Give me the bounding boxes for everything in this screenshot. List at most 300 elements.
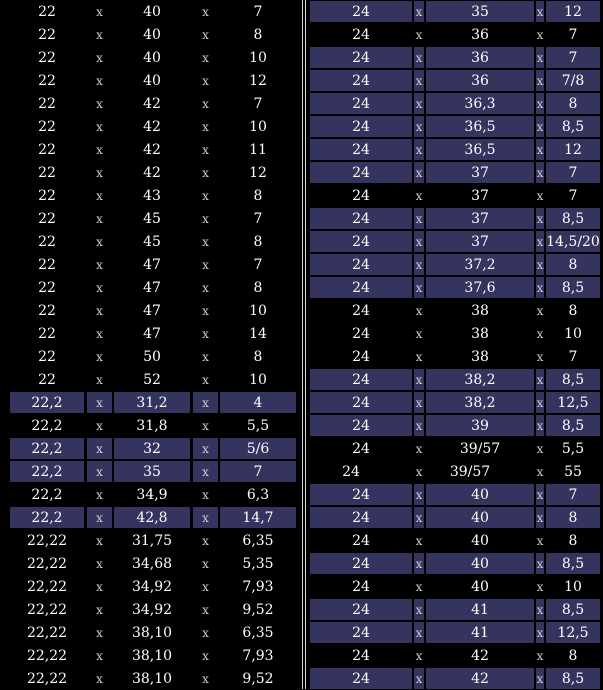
inner-diameter-cell: 24 [352, 325, 370, 342]
separator-x: x [202, 119, 209, 134]
separator-x: x [193, 438, 218, 459]
separator-x: x [536, 27, 544, 42]
outer-diameter-cell: 40 [426, 507, 534, 528]
table-row [310, 0, 600, 23]
thickness-cell: 8,5 [546, 277, 600, 298]
separator-x: x [536, 303, 544, 318]
thickness-cell: 7 [253, 256, 263, 273]
inner-diameter-cell: 24 [310, 162, 412, 183]
separator-x: x [414, 622, 424, 643]
outer-diameter-cell: 40 [143, 72, 161, 89]
separator-x: x [202, 73, 209, 88]
outer-diameter-cell: 38,10 [131, 647, 173, 664]
outer-diameter-cell: 52 [143, 371, 161, 388]
table-row [310, 207, 600, 230]
outer-diameter-cell: 42 [471, 647, 489, 664]
thickness-cell: 14,5/20 [546, 231, 600, 252]
outer-diameter-cell: 42,8 [114, 507, 190, 528]
inner-diameter-cell: 22 [38, 95, 56, 112]
separator-x: x [536, 277, 544, 298]
separator-x: x [414, 254, 424, 275]
separator-x: x [536, 326, 544, 341]
table-row [310, 253, 600, 276]
thickness-cell: 10 [249, 49, 267, 66]
separator-x: x [87, 392, 112, 413]
separator-x: x [96, 372, 103, 387]
separator-x: x [202, 211, 209, 226]
outer-diameter-cell: 35 [426, 1, 534, 22]
table-row [310, 460, 600, 483]
table-row [310, 299, 600, 322]
outer-diameter-cell: 38 [471, 302, 489, 319]
thickness-cell: 5,5 [561, 440, 585, 457]
thickness-cell: 7 [253, 95, 263, 112]
outer-diameter-cell: 36 [426, 47, 534, 68]
separator-x: x [536, 599, 544, 620]
right-dimension-table [310, 0, 600, 690]
table-row [310, 414, 600, 437]
table-row [8, 575, 298, 598]
table-row [8, 69, 298, 92]
table-row [8, 161, 298, 184]
thickness-cell: 7 [568, 26, 578, 43]
inner-diameter-cell: 22,2 [10, 461, 84, 482]
table-row [310, 161, 600, 184]
table-row [8, 138, 298, 161]
outer-diameter-cell: 36 [471, 26, 489, 43]
outer-diameter-cell: 37,2 [426, 254, 534, 275]
thickness-cell: 12 [249, 164, 267, 181]
separator-x: x [536, 93, 544, 114]
outer-diameter-cell: 40 [143, 3, 161, 20]
thickness-cell: 5/6 [220, 438, 296, 459]
outer-diameter-cell: 41 [426, 622, 534, 643]
separator-x: x [202, 165, 209, 180]
table-row [310, 92, 600, 115]
outer-diameter-cell: 42 [143, 95, 161, 112]
table-row [8, 483, 298, 506]
inner-diameter-cell: 22 [38, 371, 56, 388]
separator-x: x [96, 73, 103, 88]
outer-diameter-cell: 34,92 [131, 578, 173, 595]
inner-diameter-cell: 24 [352, 348, 370, 365]
inner-diameter-cell: 24 [352, 26, 370, 43]
inner-diameter-cell: 24 [310, 139, 412, 160]
separator-x: x [536, 415, 544, 436]
separator-x: x [96, 27, 103, 42]
outer-diameter-cell: 39 [426, 415, 534, 436]
inner-diameter-cell: 22 [38, 325, 56, 342]
separator-x: x [193, 392, 218, 413]
separator-x: x [414, 484, 424, 505]
thickness-cell: 8,5 [546, 668, 600, 689]
outer-diameter-cell: 42 [143, 164, 161, 181]
outer-diameter-cell: 42 [426, 668, 534, 689]
table-row [8, 391, 298, 414]
outer-diameter-cell: 32 [114, 438, 190, 459]
thickness-cell: 8,5 [546, 116, 600, 137]
separator-x: x [202, 50, 209, 65]
inner-diameter-cell: 22,2 [31, 417, 63, 434]
outer-diameter-cell: 37,6 [426, 277, 534, 298]
outer-diameter-cell: 34,68 [131, 555, 173, 572]
outer-diameter-cell: 43 [143, 187, 161, 204]
separator-x: x [202, 27, 209, 42]
table-row [8, 460, 298, 483]
table-row [310, 667, 600, 690]
inner-diameter-cell: 22 [38, 233, 56, 250]
inner-diameter-cell: 24 [352, 647, 370, 664]
thickness-cell: 12,5 [546, 392, 600, 413]
inner-diameter-cell: 22,2 [10, 507, 84, 528]
separator-x: x [96, 326, 103, 341]
thickness-cell: 8,5 [546, 208, 600, 229]
outer-diameter-cell: 31,75 [131, 532, 173, 549]
inner-diameter-cell: 22,22 [26, 532, 68, 549]
separator-x: x [536, 208, 544, 229]
table-row [8, 253, 298, 276]
separator-x: x [414, 392, 424, 413]
separator-x: x [414, 70, 424, 91]
separator-x: x [202, 487, 209, 502]
thickness-cell: 8 [568, 532, 578, 549]
outer-diameter-cell: 41 [426, 599, 534, 620]
table-row [8, 621, 298, 644]
table-row [8, 667, 298, 690]
thickness-cell: 8 [253, 233, 263, 250]
inner-diameter-cell: 22 [38, 279, 56, 296]
separator-x: x [87, 461, 112, 482]
separator-x: x [536, 254, 544, 275]
thickness-cell: 7,93 [242, 578, 274, 595]
separator-x: x [96, 556, 103, 571]
inner-diameter-cell: 24 [310, 415, 412, 436]
separator-x: x [96, 96, 103, 111]
separator-x: x [202, 188, 209, 203]
outer-diameter-cell: 47 [143, 256, 161, 273]
inner-diameter-cell: 24 [310, 116, 412, 137]
separator-x: x [415, 27, 423, 42]
separator-x: x [96, 257, 103, 272]
separator-x: x [536, 553, 544, 574]
separator-x: x [415, 188, 423, 203]
outer-diameter-cell: 45 [143, 233, 161, 250]
inner-diameter-cell: 22 [38, 210, 56, 227]
inner-diameter-cell: 22 [38, 72, 56, 89]
thickness-cell: 7,93 [242, 647, 274, 664]
outer-diameter-cell: 40 [426, 553, 534, 574]
inner-diameter-cell: 24 [310, 254, 412, 275]
separator-x: x [96, 602, 103, 617]
inner-diameter-cell: 22,2 [10, 392, 84, 413]
thickness-cell: 8 [253, 348, 263, 365]
inner-diameter-cell: 24 [310, 277, 412, 298]
separator-x: x [202, 556, 209, 571]
thickness-cell: 9,52 [242, 670, 274, 687]
table-row [8, 115, 298, 138]
thickness-cell: 7 [253, 210, 263, 227]
thickness-cell: 7 [568, 348, 578, 365]
thickness-cell: 5,5 [246, 417, 270, 434]
table-row [310, 552, 600, 575]
thickness-cell: 14,7 [220, 507, 296, 528]
separator-x: x [536, 441, 544, 456]
separator-x: x [536, 369, 544, 390]
outer-diameter-cell: 36,5 [426, 139, 534, 160]
table-row [310, 345, 600, 368]
separator-x: x [415, 349, 423, 364]
thickness-cell: 7/8 [546, 70, 600, 91]
inner-diameter-cell: 24 [310, 484, 412, 505]
thickness-cell: 8,5 [546, 369, 600, 390]
outer-diameter-cell: 40 [143, 26, 161, 43]
thickness-cell: 10 [249, 302, 267, 319]
thickness-cell: 11 [249, 141, 267, 158]
inner-diameter-cell: 24 [310, 208, 412, 229]
table-row [310, 69, 600, 92]
separator-x: x [96, 625, 103, 640]
outer-diameter-cell: 35 [114, 461, 190, 482]
separator-x: x [415, 533, 423, 548]
separator-x: x [202, 4, 209, 19]
thickness-cell: 8 [568, 647, 578, 664]
table-row [8, 506, 298, 529]
separator-x: x [414, 599, 424, 620]
inner-diameter-cell: 24 [310, 507, 412, 528]
separator-x: x [536, 47, 544, 68]
separator-x: x [96, 648, 103, 663]
separator-x: x [202, 671, 209, 686]
separator-x: x [96, 234, 103, 249]
table-row [310, 230, 600, 253]
outer-diameter-cell: 37 [426, 162, 534, 183]
separator-x: x [96, 671, 103, 686]
inner-diameter-cell: 24 [310, 622, 412, 643]
outer-diameter-cell: 39/57 [449, 463, 491, 480]
separator-x: x [96, 579, 103, 594]
inner-diameter-cell: 22 [38, 3, 56, 20]
separator-x: x [96, 4, 103, 19]
table-row [310, 23, 600, 46]
separator-x: x [536, 188, 544, 203]
separator-x: x [536, 579, 544, 594]
thickness-cell: 10 [249, 371, 267, 388]
table-row [8, 437, 298, 460]
separator-x: x [96, 533, 103, 548]
thickness-cell: 8,5 [546, 599, 600, 620]
table-row [8, 207, 298, 230]
separator-x: x [202, 303, 209, 318]
separator-x: x [414, 162, 424, 183]
table-row [310, 368, 600, 391]
outer-diameter-cell: 40 [471, 532, 489, 549]
thickness-cell: 5,35 [242, 555, 274, 572]
table-row [310, 46, 600, 69]
inner-diameter-cell: 22 [38, 348, 56, 365]
table-row [8, 23, 298, 46]
table-row [8, 230, 298, 253]
separator-x: x [96, 349, 103, 364]
inner-diameter-cell: 22 [38, 187, 56, 204]
thickness-cell: 8 [253, 279, 263, 296]
thickness-cell: 55 [564, 463, 582, 480]
thickness-cell: 12 [249, 72, 267, 89]
thickness-cell: 8,5 [546, 553, 600, 574]
inner-diameter-cell: 22,2 [31, 486, 63, 503]
thickness-cell: 7 [568, 187, 578, 204]
outer-diameter-cell: 38 [471, 325, 489, 342]
separator-x: x [415, 303, 423, 318]
thickness-cell: 12,5 [546, 622, 600, 643]
separator-x: x [414, 47, 424, 68]
separator-x: x [536, 484, 544, 505]
inner-diameter-cell: 24 [310, 231, 412, 252]
inner-diameter-cell: 24 [352, 440, 370, 457]
thickness-cell: 8 [546, 507, 600, 528]
inner-diameter-cell: 22 [38, 141, 56, 158]
separator-x: x [414, 208, 424, 229]
thickness-cell: 14 [249, 325, 267, 342]
thickness-cell: 8 [253, 187, 263, 204]
outer-diameter-cell: 38,2 [426, 369, 534, 390]
separator-x: x [536, 533, 544, 548]
separator-x: x [202, 234, 209, 249]
inner-diameter-cell: 24 [310, 93, 412, 114]
thickness-cell: 7 [546, 484, 600, 505]
outer-diameter-cell: 38,2 [426, 392, 534, 413]
separator-x: x [414, 553, 424, 574]
table-row [8, 92, 298, 115]
thickness-cell: 10 [564, 325, 582, 342]
separator-x: x [536, 70, 544, 91]
separator-x: x [96, 303, 103, 318]
thickness-cell: 8 [568, 302, 578, 319]
separator-x: x [202, 579, 209, 594]
thickness-cell: 6,35 [242, 624, 274, 641]
thickness-cell: 9,52 [242, 601, 274, 618]
separator-x: x [96, 50, 103, 65]
separator-x: x [536, 392, 544, 413]
outer-diameter-cell: 42 [143, 118, 161, 135]
table-row [8, 184, 298, 207]
separator-x: x [96, 487, 103, 502]
separator-x: x [415, 441, 423, 456]
separator-x: x [415, 326, 423, 341]
table-row [310, 529, 600, 552]
separator-x: x [414, 668, 424, 689]
outer-diameter-cell: 36,3 [426, 93, 534, 114]
inner-diameter-cell: 22 [38, 164, 56, 181]
separator-x: x [202, 326, 209, 341]
inner-diameter-cell: 24 [352, 578, 370, 595]
separator-x: x [193, 507, 218, 528]
thickness-cell: 10 [249, 118, 267, 135]
thickness-cell: 7 [546, 162, 600, 183]
inner-diameter-cell: 24 [310, 369, 412, 390]
separator-x: x [202, 648, 209, 663]
outer-diameter-cell: 37 [426, 231, 534, 252]
separator-x: x [415, 464, 423, 479]
separator-x: x [96, 280, 103, 295]
thickness-cell: 8 [253, 26, 263, 43]
outer-diameter-cell: 36 [426, 70, 534, 91]
inner-diameter-cell: 24 [310, 599, 412, 620]
outer-diameter-cell: 34,92 [131, 601, 173, 618]
outer-diameter-cell: 38,10 [131, 670, 173, 687]
table-row [310, 483, 600, 506]
separator-x: x [414, 507, 424, 528]
thickness-cell: 8 [546, 93, 600, 114]
separator-x: x [202, 625, 209, 640]
table-row [310, 437, 600, 460]
table-row [310, 621, 600, 644]
separator-x: x [415, 648, 423, 663]
inner-diameter-cell: 22 [38, 49, 56, 66]
separator-x: x [96, 142, 103, 157]
inner-diameter-cell: 22 [38, 302, 56, 319]
separator-x: x [536, 464, 544, 479]
outer-diameter-cell: 31,8 [136, 417, 168, 434]
separator-x: x [414, 139, 424, 160]
inner-diameter-cell: 22,22 [26, 670, 68, 687]
separator-x: x [202, 96, 209, 111]
outer-diameter-cell: 31,2 [114, 392, 190, 413]
table-row [310, 184, 600, 207]
separator-x: x [202, 533, 209, 548]
outer-diameter-cell: 40 [143, 49, 161, 66]
outer-diameter-cell: 38 [471, 348, 489, 365]
inner-diameter-cell: 24 [310, 70, 412, 91]
thickness-cell: 6,3 [246, 486, 270, 503]
separator-x: x [414, 116, 424, 137]
inner-diameter-cell: 24 [352, 302, 370, 319]
separator-x: x [536, 349, 544, 364]
separator-x: x [414, 1, 424, 22]
separator-x: x [414, 415, 424, 436]
inner-diameter-cell: 24 [310, 392, 412, 413]
column-divider-inner [305, 0, 306, 689]
column-divider [302, 0, 303, 689]
table-row [310, 322, 600, 345]
separator-x: x [87, 507, 112, 528]
outer-diameter-cell: 38,10 [131, 624, 173, 641]
thickness-cell: 7 [220, 461, 296, 482]
outer-diameter-cell: 42 [143, 141, 161, 158]
table-row [310, 644, 600, 667]
thickness-cell: 8 [546, 254, 600, 275]
table-row [310, 391, 600, 414]
separator-x: x [193, 461, 218, 482]
thickness-cell: 12 [546, 139, 600, 160]
thickness-cell: 4 [220, 392, 296, 413]
outer-diameter-cell: 45 [143, 210, 161, 227]
inner-diameter-cell: 24 [310, 553, 412, 574]
table-row [8, 529, 298, 552]
separator-x: x [96, 188, 103, 203]
inner-diameter-cell: 22,22 [26, 624, 68, 641]
separator-x: x [414, 231, 424, 252]
separator-x: x [414, 277, 424, 298]
outer-diameter-cell: 47 [143, 302, 161, 319]
left-dimension-table [8, 0, 298, 690]
separator-x: x [536, 139, 544, 160]
inner-diameter-cell: 22 [38, 256, 56, 273]
separator-x: x [414, 93, 424, 114]
separator-x: x [536, 622, 544, 643]
table-row [310, 115, 600, 138]
outer-diameter-cell: 47 [143, 325, 161, 342]
inner-diameter-cell: 22,22 [26, 555, 68, 572]
